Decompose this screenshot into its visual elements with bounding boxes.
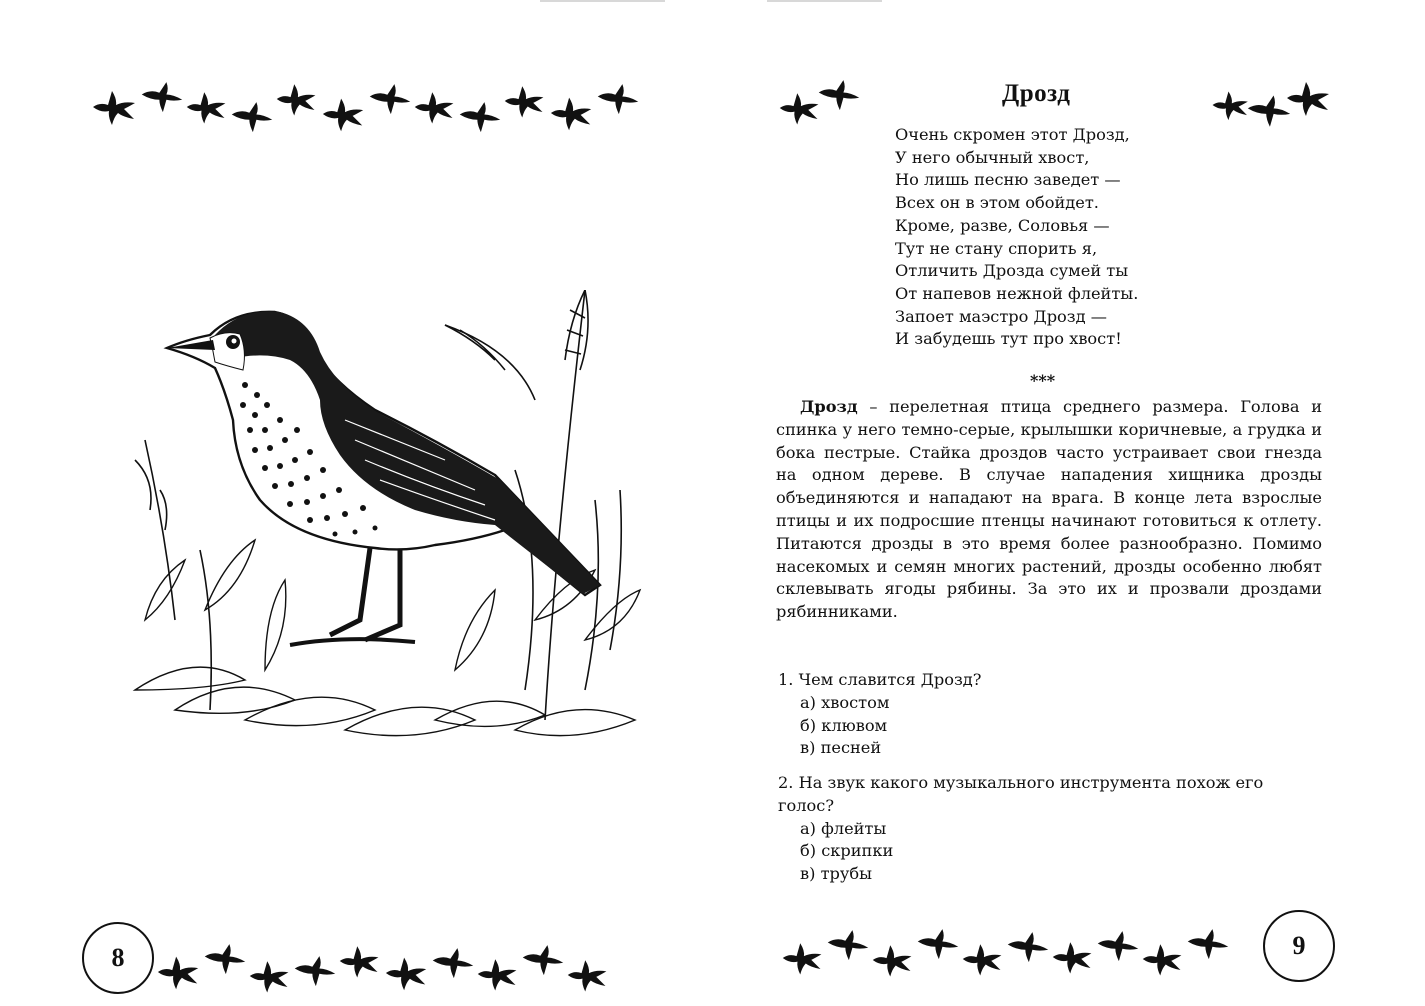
poem-line: Отличить Дрозда сумей ты xyxy=(895,261,1129,281)
bird-silhouette-icon xyxy=(916,927,960,963)
bird-silhouette-icon xyxy=(826,928,870,964)
bird-silhouette-icon xyxy=(1050,937,1096,977)
poem-line: Всех он в этом обойдет. xyxy=(895,193,1099,213)
bird-silhouette-icon xyxy=(1186,927,1230,963)
question-text: 2. На звук какого музыкального инструмента похож его голос? xyxy=(778,773,1264,815)
question-text: 1. Чем славится Дрозд? xyxy=(778,670,982,689)
section-separator: *** xyxy=(1030,371,1056,390)
bird-silhouette-icon xyxy=(368,82,412,118)
bird-silhouette-icon xyxy=(1284,77,1334,119)
bird-silhouette-icon xyxy=(90,86,140,128)
bird-silhouette-icon xyxy=(140,80,184,116)
bird-silhouette-icon xyxy=(596,82,640,118)
poem-line: От напевов нежной флейты. xyxy=(895,283,1139,303)
bird-silhouette-icon xyxy=(383,952,431,994)
bird-silhouette-icon xyxy=(565,955,611,995)
bird-silhouette-icon xyxy=(1140,939,1186,979)
poem xyxy=(895,124,1138,351)
thrush-bird-illustration xyxy=(115,290,645,750)
description-paragraph xyxy=(776,396,1322,624)
bird-silhouette-icon xyxy=(521,943,565,979)
bird-silhouette-icon xyxy=(247,956,293,996)
answer-option: а) хвостом xyxy=(800,692,890,712)
bird-silhouette-icon xyxy=(274,79,320,119)
bird-silhouette-icon xyxy=(548,92,596,134)
bold-lead-word: Дрозд xyxy=(800,397,858,416)
bird-silhouette-icon xyxy=(155,951,203,993)
bird-silhouette-icon xyxy=(184,87,230,127)
bird-silhouette-icon xyxy=(475,954,521,994)
bird-silhouette-icon xyxy=(458,100,502,136)
top-edge-rule xyxy=(540,0,665,2)
bird-silhouette-icon xyxy=(870,940,916,980)
bird-cluster-right xyxy=(1210,70,1334,132)
poem-line: Тут не стану спорить я, xyxy=(895,238,1098,258)
bird-silhouette-icon xyxy=(293,954,337,990)
bird-border-top xyxy=(90,78,640,136)
left-page xyxy=(0,0,712,1006)
page-number-right: 9 xyxy=(1263,910,1335,982)
answer-option: а) флейты xyxy=(800,818,887,838)
answer-option: в) песней xyxy=(800,738,882,758)
answer-option: б) скрипки xyxy=(800,841,894,861)
bird-silhouette-icon xyxy=(960,939,1006,979)
bird-silhouette-icon xyxy=(337,941,383,981)
bird-silhouette-icon xyxy=(230,100,274,136)
question-2 xyxy=(778,772,1324,886)
bird-silhouette-icon xyxy=(320,93,368,135)
bird-cluster-left xyxy=(777,70,861,128)
bird-silhouette-icon xyxy=(817,77,861,115)
page-number-left: 8 xyxy=(82,922,154,994)
answer-option: б) клювом xyxy=(800,715,888,735)
bird-silhouette-icon xyxy=(431,946,475,982)
right-page xyxy=(712,0,1425,1006)
page-title: Дрозд xyxy=(1002,80,1071,107)
paragraph-text: – перелетная птица среднего размера. Голова и спинка у него темно-серые, крылышки коричневые, а грудка и бока пестрые. Стайка дроздов часто устраивает свои гнезда на одном дереве. В случае нападения хищника дрозды объединяются и нападают на врага. В конце лета взрослые птицы и их подросшие птенцы начинают готовиться к отлету. Питаются дрозды в это время более разнообразно. Помимо насекомых и семян многих растений, дрозды особенно любят склевывать ягоды рябины. За это их и прозвали дроздами рябинниками. xyxy=(776,397,1322,622)
poem-line: Запоет маэстро Дрозд — xyxy=(895,306,1107,326)
bird-silhouette-icon xyxy=(780,938,826,978)
bird-border-bottom xyxy=(155,938,611,996)
poem-line: Очень скромен этот Дрозд, xyxy=(895,125,1130,144)
bird-silhouette-icon xyxy=(203,942,247,978)
bird-silhouette-icon xyxy=(412,87,458,127)
question-1 xyxy=(778,669,1324,760)
poem-line: У него обычный хвост, xyxy=(895,147,1090,167)
poem-line: Кроме, разве, Соловья — xyxy=(895,215,1110,235)
answer-option: в) трубы xyxy=(800,864,873,884)
bird-silhouette-icon xyxy=(1006,930,1050,966)
bird-silhouette-icon xyxy=(502,81,548,121)
poem-line: И забудешь тут про хвост! xyxy=(895,329,1122,349)
bird-border-bottom xyxy=(780,918,1230,980)
poem-line: Но лишь песню заведет — xyxy=(895,170,1121,190)
top-edge-rule xyxy=(767,0,882,2)
bird-silhouette-icon xyxy=(1096,929,1140,965)
